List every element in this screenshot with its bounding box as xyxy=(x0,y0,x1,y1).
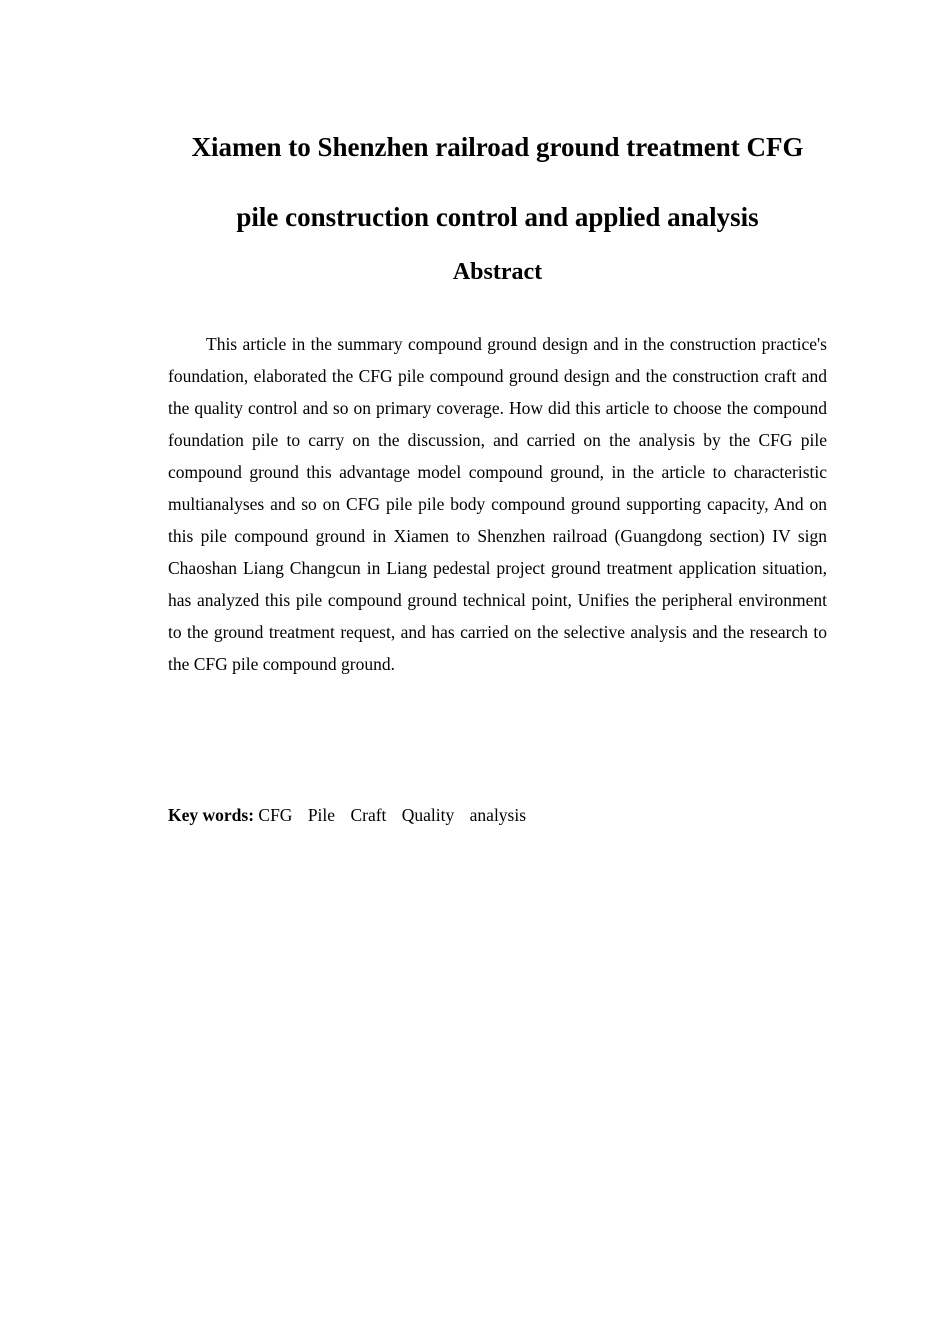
keywords-line xyxy=(168,800,537,830)
keyword-item: analysis xyxy=(469,805,527,825)
keywords-label: Key words: xyxy=(168,805,255,825)
keyword-item: Craft xyxy=(350,805,387,825)
keyword-item: CFG xyxy=(258,805,293,825)
paper-title-line-1: Xiamen to Shenzhen railroad ground treatment CFG xyxy=(191,132,804,162)
keyword-item: Pile xyxy=(307,805,336,825)
paper-title-line-2: pile construction control and applied analysis xyxy=(236,202,759,232)
abstract-body: This article in the summary compound ground design and in the construction practice's foundation, elaborated the CFG pile compound ground design and the construction craft and the quality control and so on primary coverage. How did this article to choose the compound foundation pile to carry on the discussion, and carried on the analysis by the CFG pile compound ground this advantage model compound ground, in the article to characteristic multianalyses and so on CFG pile pile body compound ground supporting capacity, And on this pile compound ground in Xiamen to Shenzhen railroad (Guangdong section) IV sign Chaoshan Liang Changcun in Liang pedestal project ground treatment application situation, has analyzed this pile compound ground technical point, Unifies the peripheral environment to the ground treatment request, and has carried on the selective analysis and the research to the CFG pile compound ground. xyxy=(168,334,827,674)
abstract-heading: Abstract xyxy=(452,259,543,285)
paper-title xyxy=(150,112,845,252)
keyword-item: Quality xyxy=(401,805,455,825)
